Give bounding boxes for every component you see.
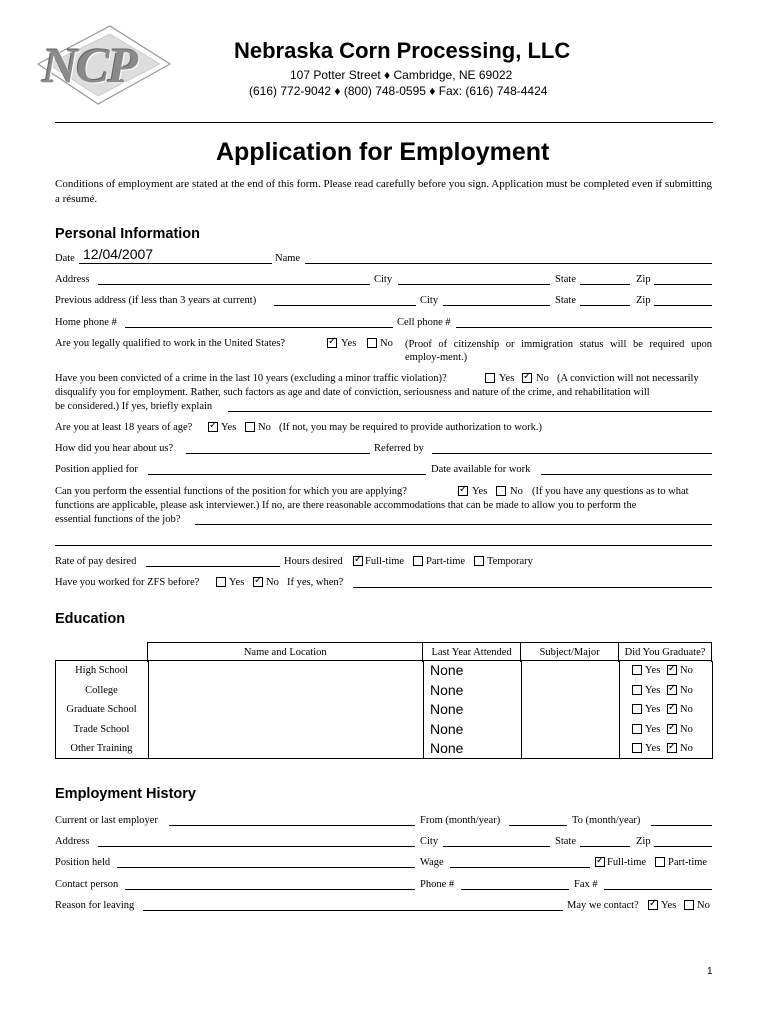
edu-graduate-no-checkbox[interactable]	[667, 704, 677, 714]
edu-row-label: Other Training	[70, 743, 133, 755]
emp-fulltime-checkbox[interactable]	[595, 857, 605, 867]
prev-zip-field[interactable]	[654, 305, 712, 306]
current-employer-field[interactable]	[169, 825, 415, 826]
from-label: From (month/year)	[420, 815, 501, 826]
edu-graduate-no-label: No	[680, 723, 693, 735]
q-legal-label: Are you legally qualified to work in the United States?	[55, 338, 286, 349]
edu-graduate-yes-label: Yes	[645, 743, 661, 755]
contact-no-label: No	[697, 900, 710, 911]
edu-subject-cell[interactable]	[522, 739, 618, 758]
age-yes-label: Yes	[221, 422, 237, 433]
address-field[interactable]	[98, 284, 370, 285]
city-field[interactable]	[398, 284, 550, 285]
q-crime-line2: disqualify you for employment. Rather, such factors as age and date of conviction, seriousness and nature of the crime, and rehabilitation will	[55, 387, 650, 398]
wage-field[interactable]	[450, 867, 590, 868]
accommodations-field-2[interactable]	[55, 545, 712, 546]
to-label: To (month/year)	[572, 815, 641, 826]
prev-zip-label: Zip	[636, 295, 651, 306]
zfs-yes-checkbox[interactable]	[216, 577, 226, 587]
crime-no-label: No	[536, 373, 549, 384]
q-essential-line3: essential functions of the job?	[55, 514, 181, 525]
from-field[interactable]	[509, 825, 567, 826]
essential-yes-label: Yes	[472, 486, 488, 497]
emp-fulltime-label: Full-time	[607, 857, 647, 868]
q-essential-line2: functions are applicable, please ask interviewer.) If no, are there reasonable accommodations that can be made to allow you to perform the	[55, 500, 637, 511]
fulltime-label: Full-time	[365, 556, 405, 567]
legal-yes-label: Yes	[341, 338, 357, 349]
company-phones: (616) 772-9042 ♦ (800) 748-0595 ♦ Fax: (616) 748-4424	[249, 84, 548, 98]
crime-explain-field[interactable]	[228, 411, 712, 412]
cell-phone-field[interactable]	[456, 327, 712, 328]
prev-state-field[interactable]	[580, 305, 630, 306]
legal-yes-checkbox[interactable]	[327, 338, 337, 348]
edu-name-location-cell[interactable]	[149, 739, 422, 758]
emp-zip-label: Zip	[636, 836, 651, 847]
prev-city-label: City	[420, 295, 439, 306]
crime-yes-label: Yes	[499, 373, 515, 384]
phone-field[interactable]	[461, 889, 569, 890]
zfs-no-label: No	[266, 577, 279, 588]
date-available-field[interactable]	[541, 474, 712, 475]
age-no-label: No	[258, 422, 271, 433]
contact-yes-checkbox[interactable]	[648, 900, 658, 910]
company-name: Nebraska Corn Processing, LLC	[234, 38, 571, 63]
essential-yes-checkbox[interactable]	[458, 486, 468, 496]
education-table	[55, 642, 712, 662]
contact-field[interactable]	[125, 889, 415, 890]
essential-no-checkbox[interactable]	[496, 486, 506, 496]
may-contact-label: May we contact?	[567, 900, 639, 911]
fulltime-checkbox[interactable]	[353, 556, 363, 566]
edu-subject-cell[interactable]	[522, 700, 618, 719]
edu-name-location-cell[interactable]	[149, 720, 422, 739]
prev-address-field[interactable]	[274, 305, 416, 306]
name-field[interactable]	[305, 263, 712, 264]
rate-label: Rate of pay desired	[55, 556, 137, 567]
q-essential-tail: (If you have any questions as to what	[532, 486, 689, 497]
edu-last-year-value[interactable]: None	[430, 701, 464, 718]
edu-graduate-yes-label: Yes	[645, 684, 661, 696]
section-employment-heading: Employment History	[55, 786, 196, 802]
section-personal-heading: Personal Information	[55, 226, 201, 242]
zfs-yes-label: Yes	[229, 577, 245, 588]
parttime-label: Part-time	[426, 556, 466, 567]
accommodations-field[interactable]	[195, 524, 712, 525]
reason-label: Reason for leaving	[55, 900, 135, 911]
edu-grid-vline	[423, 661, 424, 759]
home-phone-field[interactable]	[125, 327, 393, 328]
age-yes-checkbox[interactable]	[208, 422, 218, 432]
edu-graduate-no-checkbox[interactable]	[667, 724, 677, 734]
edu-name-location-cell[interactable]	[149, 661, 422, 680]
emp-state-label: State	[555, 836, 576, 847]
emp-zip-field[interactable]	[654, 846, 712, 847]
prev-city-field[interactable]	[443, 305, 550, 306]
age-no-checkbox[interactable]	[245, 422, 255, 432]
zfs-when-field[interactable]	[353, 587, 712, 588]
q-crime-label: Have you been convicted of a crime in the last 10 years (excluding a minor traffic violation)?	[55, 373, 447, 384]
edu-graduate-yes-checkbox[interactable]	[632, 665, 642, 675]
parttime-checkbox[interactable]	[413, 556, 423, 566]
edu-graduate-no-label: No	[680, 704, 693, 716]
contact-label: Contact person	[55, 879, 119, 890]
q-crime-tail: (A conviction will not necessarily	[557, 373, 699, 384]
q-legal-tail: (Proof of citizenship or immigration status will be required upon employ-ment.)	[405, 339, 712, 363]
edu-col-graduate: Did You Graduate?	[619, 643, 712, 662]
intro-text: Conditions of employment are stated at the end of this form. Please read carefully before you sign. Application must be completed even if submitting a résumé.	[55, 178, 712, 205]
emp-city-field[interactable]	[443, 846, 550, 847]
edu-subject-cell[interactable]	[522, 681, 618, 700]
company-logo	[28, 20, 178, 110]
edu-graduate-no-checkbox[interactable]	[667, 665, 677, 675]
position-held-field[interactable]	[117, 867, 415, 868]
zfs-when-label: If yes, when?	[287, 577, 344, 588]
city-label: City	[374, 274, 393, 285]
edu-graduate-yes-checkbox[interactable]	[632, 743, 642, 753]
edu-header-blank	[55, 643, 148, 662]
edu-row-label: High School	[75, 665, 128, 676]
edu-grid-vline	[619, 661, 620, 759]
edu-row-label: Trade School	[73, 723, 130, 735]
edu-last-year-value[interactable]: None	[430, 740, 464, 757]
emp-parttime-label: Part-time	[668, 857, 708, 868]
referred-label: Referred by	[374, 443, 424, 454]
edu-name-location-cell[interactable]	[149, 681, 422, 700]
date-value: 12/04/2007	[83, 246, 154, 262]
page-title: Application for Employment	[216, 138, 550, 166]
fax-label: Fax #	[574, 879, 598, 890]
edu-last-year-value[interactable]: None	[430, 681, 464, 698]
date-available-label: Date available for work	[431, 464, 531, 475]
legal-no-checkbox[interactable]	[367, 338, 377, 348]
company-address: 107 Potter Street ♦ Cambridge, NE 69022	[290, 68, 513, 82]
emp-address-label: Address	[55, 836, 90, 847]
emp-state-field[interactable]	[580, 846, 630, 847]
name-label: Name	[275, 253, 301, 264]
edu-graduate-yes-checkbox[interactable]	[632, 724, 642, 734]
phone-label: Phone #	[420, 879, 455, 890]
referred-field[interactable]	[432, 453, 712, 454]
position-label: Position applied for	[55, 464, 138, 475]
rate-field[interactable]	[146, 566, 280, 567]
temporary-label: Temporary	[487, 556, 533, 567]
contact-yes-label: Yes	[661, 900, 677, 911]
edu-graduate-yes-label: Yes	[645, 723, 661, 735]
edu-graduate-no-label: No	[680, 684, 693, 696]
edu-subject-cell[interactable]	[522, 661, 618, 680]
edu-grid-line	[55, 758, 712, 759]
zfs-no-checkbox[interactable]	[253, 577, 263, 587]
legal-no-label: No	[380, 338, 393, 349]
address-label: Address	[55, 274, 90, 285]
edu-grid-vline	[712, 661, 713, 759]
edu-col-name: Name and Location	[148, 643, 423, 662]
cell-phone-label: Cell phone #	[397, 317, 451, 328]
emp-city-label: City	[420, 836, 439, 847]
edu-graduate-yes-label: Yes	[645, 665, 661, 676]
edu-graduate-no-label: No	[680, 665, 693, 676]
to-field[interactable]	[651, 825, 712, 826]
q-age-label: Are you at least 18 years of age?	[55, 422, 193, 433]
q-age-tail: (If not, you may be required to provide authorization to work.)	[279, 422, 543, 433]
state-label: State	[555, 274, 576, 285]
position-held-label: Position held	[55, 857, 111, 868]
home-phone-label: Home phone #	[55, 317, 117, 328]
edu-graduate-yes-checkbox[interactable]	[632, 704, 642, 714]
emp-parttime-checkbox[interactable]	[655, 857, 665, 867]
reason-field[interactable]	[143, 910, 563, 911]
wage-label: Wage	[420, 857, 444, 868]
state-field[interactable]	[580, 284, 630, 285]
edu-col-last-year: Last Year Attended	[423, 643, 521, 662]
edu-last-year-value[interactable]: None	[430, 662, 464, 678]
logo-text: NCP	[42, 37, 136, 93]
edu-col-subject: Subject/Major	[521, 643, 619, 662]
q-essential-label: Can you perform the essential functions of the position for which you are applying?	[55, 486, 407, 497]
prev-state-label: State	[555, 295, 576, 306]
position-field[interactable]	[148, 474, 426, 475]
hours-label: Hours desired	[284, 556, 343, 567]
edu-row-label: College	[85, 684, 118, 696]
emp-address-field[interactable]	[98, 846, 415, 847]
edu-name-location-cell[interactable]	[149, 700, 422, 719]
zfs-label: Have you worked for ZFS before?	[55, 577, 200, 588]
header-divider	[55, 122, 713, 123]
edu-graduate-yes-checkbox[interactable]	[632, 685, 642, 695]
q-crime-line3: be considered.) If yes, briefly explain	[55, 401, 213, 412]
edu-row-label: Graduate School	[66, 704, 137, 716]
edu-graduate-yes-label: Yes	[645, 704, 661, 716]
edu-graduate-no-checkbox[interactable]	[667, 743, 677, 753]
current-employer-label: Current or last employer	[55, 815, 158, 826]
date-label: Date	[55, 253, 75, 264]
edu-subject-cell[interactable]	[522, 720, 618, 739]
hear-label: How did you hear about us?	[55, 443, 174, 454]
hear-field[interactable]	[186, 453, 370, 454]
zip-label: Zip	[636, 274, 651, 285]
crime-no-checkbox[interactable]	[522, 373, 532, 383]
edu-graduate-no-label: No	[680, 743, 693, 755]
prev-address-label: Previous address (if less than 3 years at current)	[55, 295, 257, 306]
edu-last-year-value[interactable]: None	[430, 720, 464, 737]
fax-field[interactable]	[604, 889, 712, 890]
temporary-checkbox[interactable]	[474, 556, 484, 566]
essential-no-label: No	[510, 486, 523, 497]
zip-field[interactable]	[654, 284, 712, 285]
contact-no-checkbox[interactable]	[684, 900, 694, 910]
page-number: 1	[707, 966, 713, 977]
section-education-heading: Education	[55, 611, 126, 627]
crime-yes-checkbox[interactable]	[485, 373, 495, 383]
date-field[interactable]	[79, 263, 272, 264]
edu-graduate-no-checkbox[interactable]	[667, 685, 677, 695]
